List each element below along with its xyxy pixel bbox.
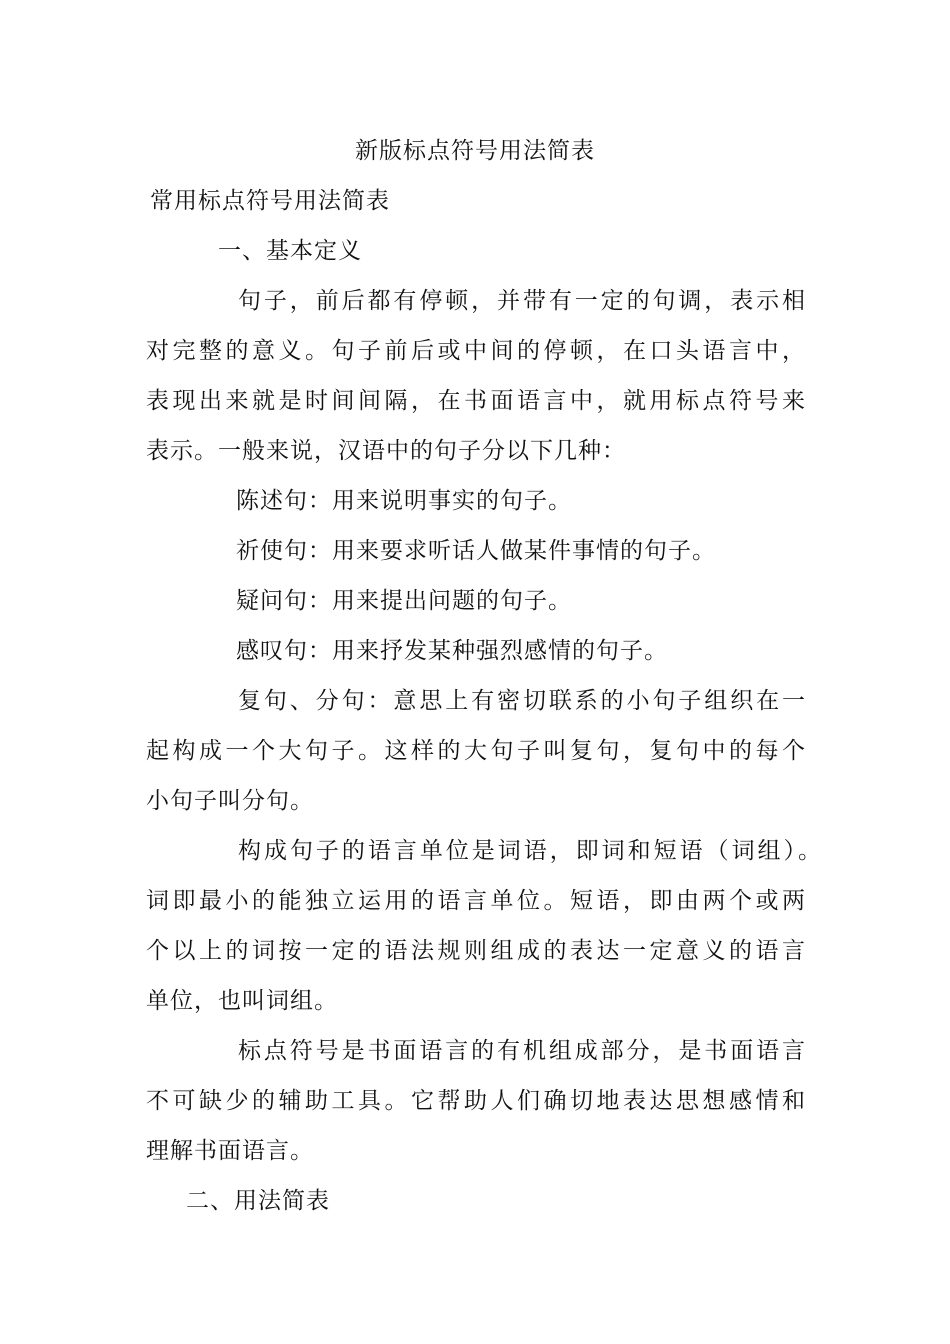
paragraph-line: 不可缺少的辅助工具。它帮助人们确切地表达思想感情和 (146, 1088, 806, 1114)
sentence-type-declarative: 陈述句：用来说明事实的句子。 (236, 488, 572, 514)
paragraph-line: 表示。一般来说，汉语中的句子分以下几种： (146, 438, 626, 464)
paragraph-line: 标点符号是书面语言的有机组成部分，是书面语言 (238, 1038, 806, 1064)
paragraph-line: 句子，前后都有停顿，并带有一定的句调，表示相 (238, 288, 806, 314)
paragraph-line: 词即最小的能独立运用的语言单位。短语，即由两个或两 (146, 888, 806, 914)
paragraph-line: 理解书面语言。 (146, 1138, 314, 1164)
paragraph-line: 对完整的意义。句子前后或中间的停顿，在口头语言中， (146, 338, 806, 364)
section-heading-usage-table: 二、用法简表 (186, 1188, 330, 1214)
paragraph-line: 小句子叫分句。 (146, 788, 314, 814)
sentence-type-exclamatory: 感叹句：用来抒发某种强烈感情的句子。 (236, 638, 668, 664)
page-title: 新版标点符号用法简表 (355, 138, 595, 164)
paragraph-line: 个以上的词按一定的语法规则组成的表达一定意义的语言 (146, 938, 806, 964)
paragraph-line: 构成句子的语言单位是词语，即词和短语（词组）。 (238, 838, 822, 864)
paragraph-line: 起构成一个大句子。这样的大句子叫复句，复句中的每个 (146, 738, 806, 764)
sentence-type-imperative: 祈使句：用来要求听话人做某件事情的句子。 (236, 538, 716, 564)
section-heading-basic-definitions: 一、基本定义 (218, 238, 362, 264)
sentence-type-interrogative: 疑问句：用来提出问题的句子。 (236, 588, 572, 614)
subtitle: 常用标点符号用法简表 (150, 188, 390, 214)
paragraph-line: 单位，也叫词组。 (146, 988, 338, 1014)
paragraph-line: 表现出来就是时间间隔，在书面语言中，就用标点符号来 (146, 388, 806, 414)
paragraph-line: 复句、分句：意思上有密切联系的小句子组织在一 (238, 688, 806, 714)
